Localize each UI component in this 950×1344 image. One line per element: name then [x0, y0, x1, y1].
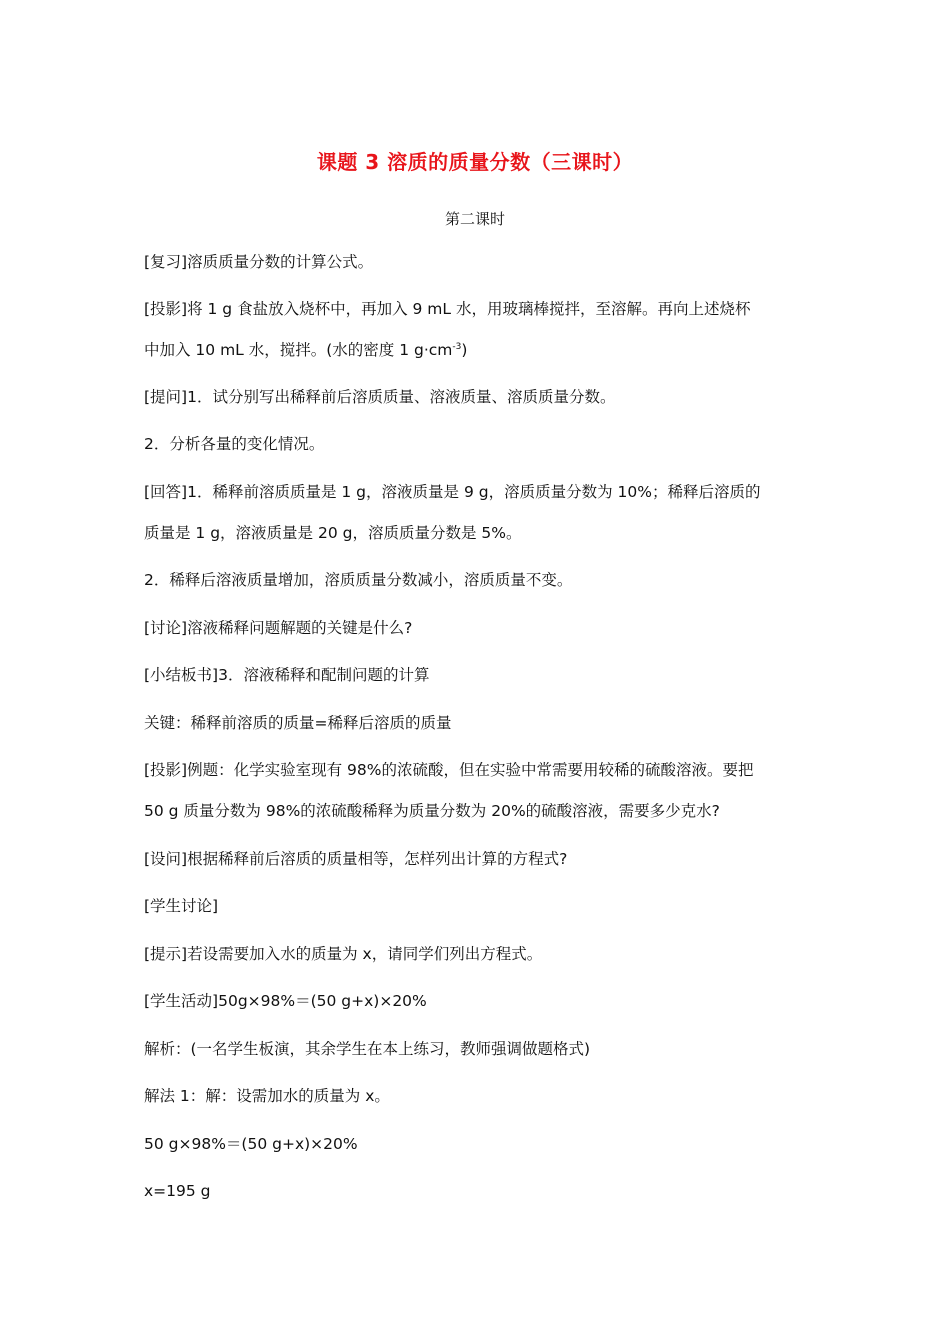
paragraph-method-1: 解法 1：解：设需加水的质量为 x。 [144, 1087, 390, 1105]
paragraph-student-activity: [学生活动]50g×98%＝(50 g+x)×20% [144, 992, 427, 1010]
paragraph-answer-2: 2．稀释后溶液质量增加，溶质质量分数减小，溶质质量不变。 [144, 571, 573, 589]
page-subtitle: 第二课时 [444, 210, 505, 228]
paragraph-hint: [提示]若设需要加入水的质量为 x，请同学们列出方程式。 [144, 945, 543, 963]
paragraph-answer-1-cont: 质量是 1 g，溶液质量是 20 g，溶质质量分数是 5%。 [144, 524, 522, 542]
paragraph-key-point: 关键：稀释前溶质的质量=稀释后溶质的质量 [144, 714, 452, 732]
density-text: 中加入 10 mL 水，搅拌。(水的密度 1 g·cm [144, 341, 453, 359]
paragraph-discussion: [讨论]溶液稀释问题解题的关键是什么? [144, 619, 413, 637]
density-close: ) [461, 341, 468, 359]
paragraph-example-cont: 50 g 质量分数为 98%的浓硫酸稀释为质量分数为 20%的硫酸溶液，需要多少克水? [144, 802, 720, 820]
paragraph-question-1: [提问]1．试分别写出稀释前后溶质质量、溶液质量、溶质质量分数。 [144, 388, 616, 406]
paragraph-summary: [小结板书]3．溶液稀释和配制问题的计算 [144, 666, 430, 684]
equation-line: 50 g×98%＝(50 g+x)×20% [144, 1135, 358, 1153]
paragraph-projection-1-cont [144, 339, 824, 361]
paragraph-example: [投影]例题：化学实验室现有 98%的浓硫酸，但在实验中常需要用较稀的硫酸溶液。要把 [144, 761, 754, 779]
paragraph-student-discussion: [学生讨论] [144, 897, 219, 915]
page-title: 课题 3 溶质的质量分数（三课时） [316, 150, 634, 174]
paragraph-answer-1: [回答]1．稀释前溶质质量是 1 g，溶液质量是 9 g，溶质质量分数为 10%；稀释后溶质的 [144, 483, 761, 501]
paragraph-review: [复习]溶质质量分数的计算公式。 [144, 253, 374, 271]
density-exponent: -3 [452, 341, 462, 352]
solution-line: x=195 g [144, 1182, 211, 1200]
paragraph-question-2: 2．分析各量的变化情况。 [144, 435, 325, 453]
paragraph-projection-1: [投影]将 1 g 食盐放入烧杯中，再加入 9 mL 水，用玻璃棒搅拌，至溶解。再向上述烧杯 [144, 300, 751, 318]
paragraph-analysis: 解析：(一名学生板演，其余学生在本上练习，教师强调做题格式) [144, 1040, 591, 1058]
paragraph-guided-question: [设问]根据稀释前后溶质的质量相等，怎样列出计算的方程式? [144, 850, 568, 868]
